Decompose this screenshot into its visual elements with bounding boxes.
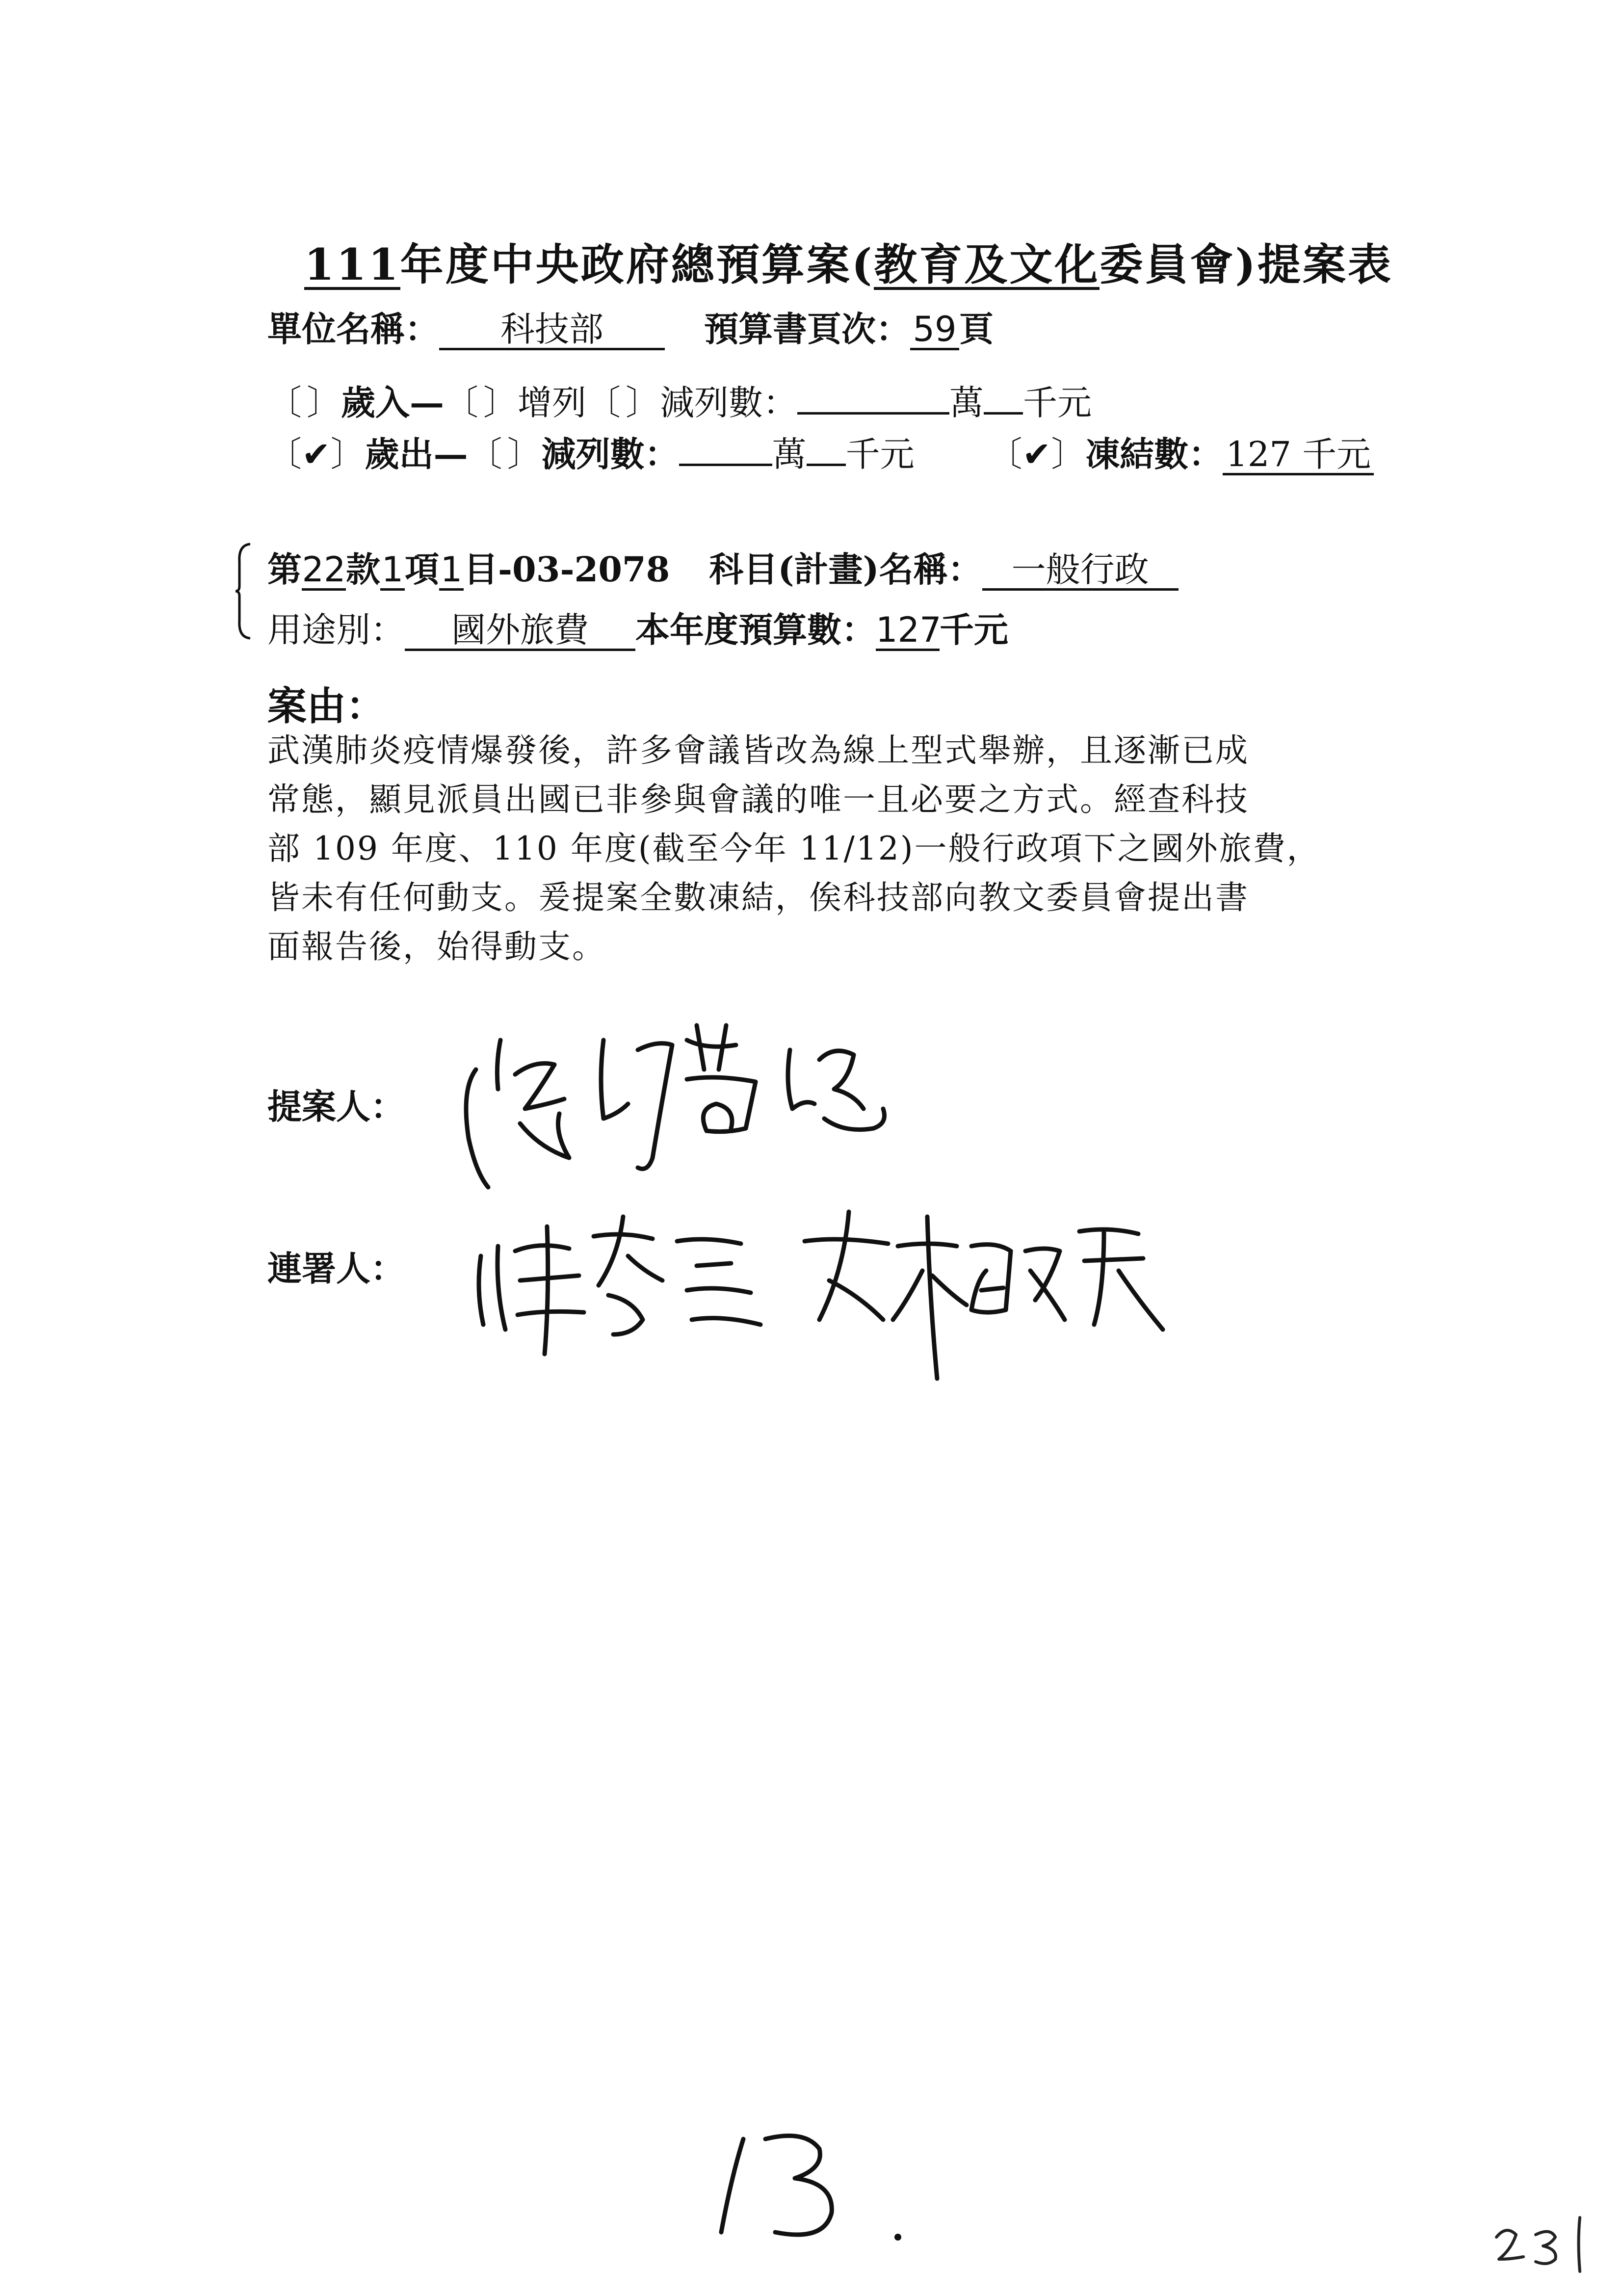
proposer-signature [442, 1011, 932, 1197]
revenue-decrease-label: 減列數： [660, 383, 797, 423]
form-title [304, 231, 1393, 292]
page-suffix: 頁 [959, 309, 994, 349]
expense-qian-blank [807, 433, 846, 466]
reason-line: 常態，顯見派員出國已非參與會議的唯一且必要之方式。經查科技 [267, 781, 1249, 818]
item-di: 第 [267, 549, 302, 590]
reason-line: 武漢肺炎疫情爆發後，許多會議皆改為線上型式舉辦，且逐漸已成 [267, 731, 1249, 769]
purpose-line [267, 602, 1008, 652]
freeze-box-close: 〕 [1051, 434, 1086, 474]
unit-value: 科技部 [439, 312, 665, 350]
handwritten-page-number [697, 2119, 932, 2257]
revenue-qian: 千元 [1023, 383, 1092, 423]
expense-checkmark: ✔ [302, 434, 331, 474]
purpose-label: 用途別： [267, 610, 405, 650]
expense-decrease-label: 減列數： [541, 434, 679, 474]
decrease-box-close: 〕 [626, 383, 660, 423]
title-post: 委員會)提案表 [1100, 239, 1393, 290]
proposer-label: 提案人： [267, 1086, 405, 1127]
item-xiang: 項 [405, 549, 439, 590]
title-committee: 教育及文化 [874, 239, 1100, 290]
xiang-no: 1 [380, 552, 405, 591]
handwritten-stamp-number [1487, 2208, 1604, 2276]
item-line [267, 542, 1179, 592]
increase-label: 增列 [518, 383, 586, 423]
subject-label: 科目(計畫)名稱： [709, 549, 982, 590]
cosigner-label: 連署人： [267, 1248, 405, 1289]
item-bracket [235, 542, 252, 640]
page-label: 預算書頁次： [704, 309, 910, 349]
revenue-box-close: 〕 [307, 383, 341, 423]
freeze-checkmark: ✔ [1022, 434, 1051, 474]
expense-qian: 千元 [845, 434, 915, 474]
revenue-qian-blank [984, 382, 1023, 415]
revenue-wan-blank [797, 382, 949, 415]
expense-decrease-box-close: 〕 [507, 434, 542, 474]
decrease-box-open: 〔 [586, 383, 621, 423]
expense-line [267, 427, 1374, 476]
page-value: 59 [910, 312, 959, 350]
cosigner-signatures [466, 1173, 1251, 1403]
revenue-box-open: 〔 [267, 383, 302, 423]
budget-unit: 千元 [940, 609, 1008, 650]
expense-wan-blank [679, 433, 772, 466]
expense-box-close: 〕 [330, 434, 365, 474]
unit-row [267, 302, 994, 351]
reason-heading: 案由： [267, 683, 385, 729]
increase-box-open: 〔 [444, 383, 478, 423]
reason-line: 皆未有任何動支。爰提案全數凍結，俟科技部向教文委員會提出書 [267, 879, 1249, 916]
expense-label: 歲出— [365, 434, 468, 474]
freeze-label: 凍結數： [1085, 434, 1223, 474]
kuan-no: 22 [302, 549, 346, 590]
freeze-box-open: 〔 [988, 434, 1022, 474]
expense-box-open: 〔 [267, 434, 302, 474]
revenue-wan: 萬 [949, 383, 984, 423]
income-label: 歲入— [341, 382, 444, 423]
reason-line: 面報告後，始得動支。 [267, 928, 606, 965]
freeze-value: 127 千元 [1223, 437, 1374, 475]
reason-body [267, 726, 1406, 971]
budget-label: 本年度預算數： [635, 609, 876, 650]
item-mu-code: 目-03-2078 [464, 549, 670, 590]
expense-wan: 萬 [772, 434, 807, 474]
budget-value: 127 [876, 610, 942, 650]
title-year: 111 [304, 239, 400, 290]
purpose-value: 國外旅費 [405, 612, 635, 651]
item-kuan: 款 [346, 549, 380, 590]
title-pre: 年度中央政府總預算案( [400, 239, 874, 290]
subject-value: 一般行政 [982, 552, 1179, 591]
mu-no: 1 [439, 552, 464, 591]
unit-label: 單位名稱： [267, 309, 439, 349]
increase-box-close: 〕 [483, 383, 518, 423]
revenue-line [267, 375, 1092, 425]
expense-decrease-box-open: 〔 [468, 434, 502, 474]
reason-line: 部 109 年度、110 年度(截至今年 11/12)一般行政項下之國外旅費， [267, 830, 1321, 867]
